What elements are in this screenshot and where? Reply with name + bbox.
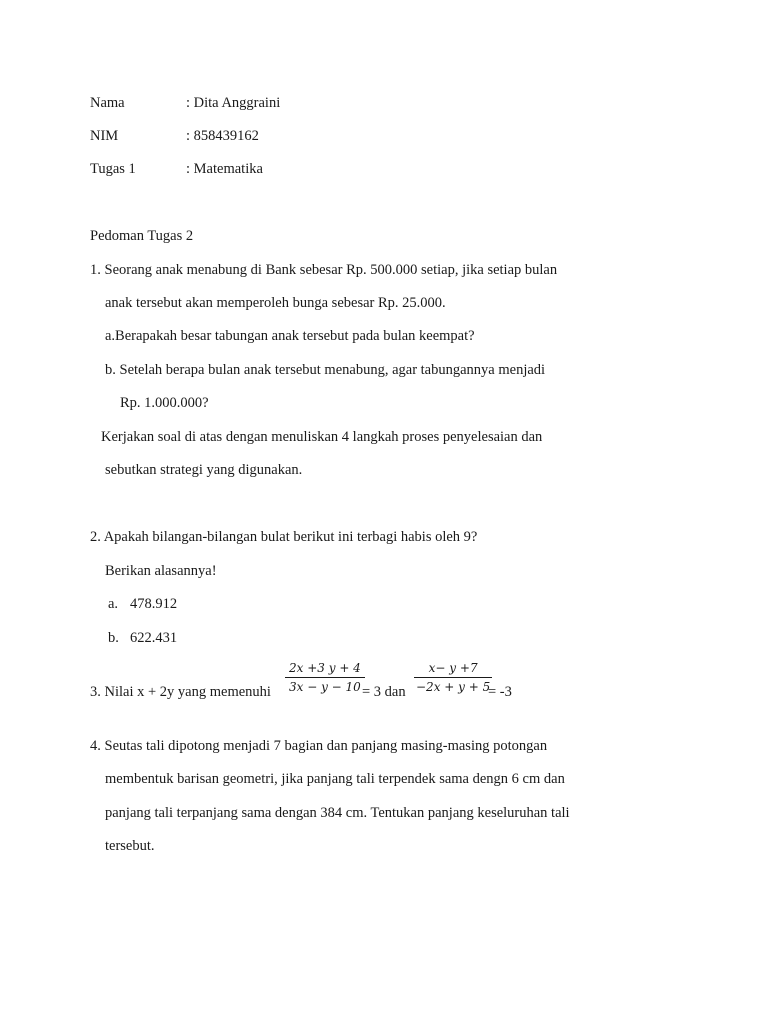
- q3-fraction-1-denominator: 3x − y − 10: [289, 680, 361, 694]
- nama-label: Nama: [90, 95, 125, 111]
- tugas-value: : Matematika: [186, 161, 263, 177]
- q4-line3: panjang tali terpanjang sama dengan 384 cm. Tentukan panjang keseluruhan tali: [105, 805, 570, 821]
- q2-line1: 2. Apakah bilangan-bilangan bulat berikut ini terbagi habis oleh 9?: [90, 529, 478, 545]
- section-title: Pedoman Tugas 2: [90, 228, 194, 244]
- q3-equals-1: = 3 dan: [362, 684, 406, 700]
- nim-label: NIM: [90, 128, 119, 144]
- q3-fraction-1: [285, 661, 365, 694]
- q1-instruction-1: Kerjakan soal di atas dengan menuliskan 4 langkah proses penyelesaian dan: [101, 429, 543, 445]
- q1-line1: 1. Seorang anak menabung di Bank sebesar Rp. 500.000 setiap, jika setiap bulan: [90, 262, 558, 278]
- q2-item-a-marker: a.: [108, 596, 119, 612]
- q3-fraction-2-denominator: −2x + y + 5: [416, 680, 491, 694]
- q1-line2: anak tersebut akan memperoleh bunga sebesar Rp. 25.000.: [105, 295, 446, 311]
- q4-line2: membentuk barisan geometri, jika panjang tali terpendek sama dengn 6 cm dan: [105, 771, 565, 787]
- nama-value: : Dita Anggraini: [186, 95, 281, 111]
- q4-line1: 4. Seutas tali dipotong menjadi 7 bagian dan panjang masing-masing potongan: [90, 738, 548, 754]
- q1-instruction-2: sebutkan strategi yang digunakan.: [105, 462, 303, 478]
- q2-item-b-value: 622.431: [130, 630, 178, 646]
- q4-line4: tersebut.: [105, 838, 155, 854]
- q3-prefix: 3. Nilai x + 2y yang memenuhi: [90, 684, 271, 700]
- q1-item-a: a.Berapakah besar tabungan anak tersebut pada bulan keempat?: [105, 328, 475, 344]
- q3-fraction-2: [414, 661, 492, 694]
- q3-equals-2: = -3: [488, 684, 512, 700]
- q3-fraction-1-numerator: 2x +3 y + 4: [285, 661, 365, 678]
- q2-item-b-marker: b.: [108, 630, 119, 646]
- q3-fraction-2-numerator: x− y +7: [414, 661, 492, 678]
- q2-item-a-value: 478.912: [130, 596, 178, 612]
- nim-value: : 858439162: [186, 128, 259, 144]
- q1-item-b-cont: Rp. 1.000.000?: [120, 395, 209, 411]
- q2-line2: Berikan alasannya!: [105, 563, 217, 579]
- tugas-label: Tugas 1: [90, 161, 136, 177]
- q1-item-b: b. Setelah berapa bulan anak tersebut menabung, agar tabungannya menjadi: [105, 362, 546, 378]
